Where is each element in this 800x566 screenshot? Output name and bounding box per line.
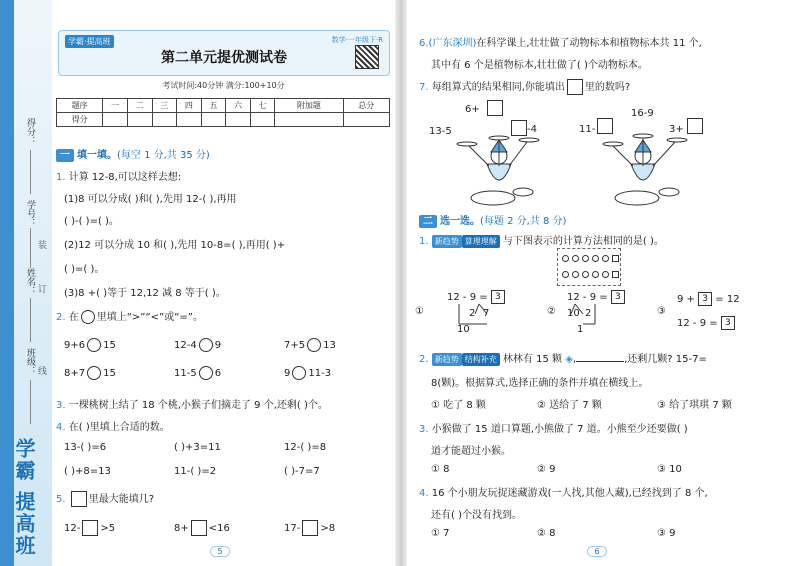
circle-counter (572, 271, 579, 278)
circle-counter (592, 271, 599, 278)
circle-counter (572, 255, 579, 262)
q6-line[interactable]: 其中有 6 个是植物标本,壮壮做了( )个动物标本。 (431, 60, 648, 71)
compare-circle-input[interactable] (87, 366, 101, 380)
title-banner (58, 30, 390, 76)
score-table-header: 七 (250, 99, 275, 113)
q5-item (284, 520, 335, 536)
candy-icon: ◈ (565, 354, 573, 365)
score-cell[interactable] (152, 113, 177, 127)
question-text: 计算 12-8,可以这样去想: (68, 172, 182, 183)
option-2-label[interactable]: ② (547, 306, 556, 317)
choice-question-1 (419, 232, 664, 248)
q7-expr: -4 (527, 124, 537, 135)
question-text: 每组算式的结果相同,你能填出 (431, 82, 565, 93)
sub-number: 10 (457, 324, 470, 335)
expr-right: >8 (320, 523, 336, 534)
square-counter (612, 255, 619, 262)
question-text: 里填上“>”“<”或“=”。 (96, 312, 203, 323)
q2-item (174, 338, 221, 352)
option-3-label[interactable]: ③ 给了琪琪 7 颗 (657, 400, 732, 411)
sub-number: 1 (577, 324, 584, 335)
question-1 (56, 168, 181, 183)
question-text[interactable]: 小猴做了 15 道口算题,小熊做了 7 道。小熊至少还要做( ) (431, 424, 688, 435)
q2-item (64, 366, 116, 380)
expr-left: 12- (64, 523, 81, 534)
question-number: 7. (419, 82, 429, 93)
score-cell[interactable] (250, 113, 275, 127)
option-3-equation (677, 316, 735, 330)
series-logo: 学霸·提高班 (65, 35, 114, 48)
expr-right: 15 (103, 368, 116, 379)
option-3-label[interactable]: ③ (657, 306, 666, 317)
expr-left: 8+ (174, 523, 189, 534)
q5-item (64, 520, 115, 536)
q2-item (64, 338, 116, 352)
question-text: ,还剩几颗? 15-7= (624, 354, 707, 365)
question-5 (56, 490, 154, 507)
score-table-header-row (57, 99, 390, 113)
compare-circle-input[interactable] (199, 338, 213, 352)
trend-badge: 新趋势 (432, 353, 462, 366)
skill-badge: 结构补充 (462, 353, 500, 366)
question-number: 4. (56, 422, 66, 433)
option-1-label[interactable]: ① 8 (431, 464, 450, 475)
score-cell[interactable] (343, 113, 389, 127)
binding-mark: 订 (38, 285, 48, 295)
answer-box-input[interactable] (302, 520, 318, 536)
question-2 (56, 308, 203, 324)
q2-item (284, 338, 336, 352)
option-3-label[interactable]: ③ 10 (657, 464, 682, 475)
section-title: 选一选。 (440, 216, 480, 227)
question-4 (56, 418, 170, 433)
expr-left: 7+5 (284, 340, 306, 351)
option-3-label[interactable]: ③ 9 (657, 528, 676, 539)
answer-circle-icon (81, 310, 95, 324)
answer-box-input[interactable] (191, 520, 207, 536)
circle-counter (602, 271, 609, 278)
s3-line: 道才能超过小猴。 (431, 446, 511, 457)
score-cell[interactable] (275, 113, 343, 127)
expr-left: 9+6 (64, 340, 86, 351)
section-one-heading (56, 146, 210, 161)
clown-juggler-group-1 (437, 100, 557, 210)
question-number: 3. (56, 400, 66, 411)
equation-text: 9 + (677, 294, 695, 305)
equation-text: 12 - 9 = (567, 292, 608, 303)
book-spine (0, 0, 52, 566)
expr-left: 9 (284, 368, 291, 379)
question-number: 6. (419, 38, 429, 49)
score-table-header: 二 (127, 99, 152, 113)
section-note: (每空 1 分,共 35 分) (117, 150, 210, 161)
score-row-label: 得分 (57, 113, 103, 127)
score-table-row (57, 113, 390, 127)
section-tag: 一 (56, 149, 74, 162)
compare-circle-input[interactable] (87, 338, 101, 352)
question-text: , (572, 354, 577, 365)
option-1-label[interactable]: ① 吃了 8 颗 (431, 400, 486, 411)
expr-right: <16 (208, 523, 230, 534)
book-gutter (395, 0, 407, 566)
expr-right: 9 (214, 340, 222, 351)
option-1-label[interactable]: ① (415, 306, 424, 317)
expr-right: >5 (100, 523, 116, 534)
exam-info: 考试时间:40分钟 满分:100+10分 (162, 81, 285, 90)
split-number: 7 (483, 308, 490, 319)
answer-box-icon (71, 491, 87, 507)
right-page (407, 0, 800, 566)
question-text: 16 个小朋友玩捉迷藏游戏(一人找,其他人藏),已经找到了 8 个, (431, 488, 708, 499)
q1-line[interactable]: ( )=( )。 (64, 264, 105, 275)
answer-box-input[interactable] (511, 120, 527, 136)
score-cell[interactable] (226, 113, 251, 127)
trend-badge: 新趋势 (432, 235, 462, 248)
q4-item[interactable]: 13-( )=6 (64, 442, 107, 453)
score-table-header: 五 (201, 99, 226, 113)
q4-item[interactable]: ( )+8=13 (64, 466, 111, 477)
expr-right: 6 (214, 368, 222, 379)
question-number: 3. (419, 424, 429, 435)
question-number: 4. (419, 488, 429, 499)
score-table (56, 98, 390, 127)
section-title: 填一填。 (77, 150, 117, 161)
expr-right: 15 (103, 340, 116, 351)
q4-item[interactable]: ( )+3=11 (174, 442, 221, 453)
s4-line[interactable]: 还有( )个没有找到。 (431, 510, 522, 521)
left-page (52, 0, 395, 566)
question-7 (419, 78, 630, 95)
question-6 (419, 34, 702, 49)
q1-line[interactable]: (2)12 可以分成 10 和( ),先用 10-8=( ),再用( )+ (64, 240, 286, 251)
q4-item[interactable]: 11-( )=2 (174, 466, 217, 477)
expr-right: 11-3 (308, 368, 332, 379)
score-table-header: 附加题 (275, 99, 343, 113)
q7-expr: 13-5 (429, 126, 452, 137)
score-table-header: 一 (103, 99, 128, 113)
equation-text: 12 - 9 = (677, 318, 718, 329)
question-text: 里最大能填几? (88, 494, 155, 505)
field-line (30, 150, 31, 194)
answer-box-input[interactable] (82, 520, 98, 536)
circle-counter (602, 255, 609, 262)
field-line (30, 228, 31, 268)
q7-expr: 16-9 (631, 108, 654, 119)
q4-item[interactable]: ( )-7=7 (284, 466, 320, 477)
answer-box: 3 (698, 292, 712, 306)
q2-item (174, 366, 221, 380)
split-number: 10 (567, 308, 580, 319)
question-number: 1. (419, 236, 429, 247)
option-2-label[interactable]: ② 8 (537, 528, 556, 539)
field-line (30, 298, 31, 342)
name-field-label: 姓名： (25, 268, 35, 295)
binding-mark: 线 (38, 367, 48, 377)
skill-badge: 算理理解 (462, 235, 500, 248)
page-number: 6 (587, 546, 607, 557)
question-text: 在( )里填上合适的数。 (68, 422, 170, 433)
q7-expr: 11- (579, 124, 596, 135)
answer-box-input[interactable] (687, 118, 703, 134)
circle-counter (562, 255, 569, 262)
circle-counter (582, 271, 589, 278)
q1-line[interactable]: (3)8 +( )等于 12,12 减 8 等于( )。 (64, 288, 226, 299)
field-line (30, 380, 31, 424)
class-field-label: 班级： (25, 348, 35, 375)
binding-mark: 装 (38, 241, 48, 251)
question-number: 2. (56, 312, 66, 323)
circle-counter (562, 271, 569, 278)
answer-box-input[interactable] (487, 100, 503, 116)
question-number: 1. (56, 172, 66, 183)
question-text: 一棵桃树上结了 18 个桃,小猴子们摘走了 9 个,还剩( )个。 (68, 400, 328, 411)
option-2-label[interactable]: ② 送给了 7 颗 (537, 400, 602, 411)
answer-box-input[interactable] (597, 118, 613, 134)
page-number: 5 (210, 546, 230, 557)
score-cell[interactable] (103, 113, 128, 127)
question-text: 在 (68, 312, 79, 323)
score-table-header: 总分 (343, 99, 389, 113)
question-text: 林林有 15 颗 (502, 354, 563, 365)
source-tag: (广东深圳) (428, 38, 477, 49)
answer-box: 3 (491, 290, 505, 304)
section-tag: 二 (419, 215, 437, 228)
square-counter (612, 271, 619, 278)
question-number: 2. (419, 354, 429, 365)
q1-line[interactable]: (1)8 可以分成( )和( ),先用 12-( ),再用 (64, 194, 237, 205)
score-table-header: 三 (152, 99, 177, 113)
question-3[interactable] (56, 396, 328, 411)
qr-code (355, 45, 379, 69)
option-3-equation (677, 292, 740, 306)
expr-left: 8+7 (64, 368, 86, 379)
q7-expr: 6+ (465, 104, 480, 115)
score-cell[interactable] (177, 113, 202, 127)
answer-box-icon (567, 79, 583, 95)
score-field-label: 得分： (25, 118, 35, 145)
q1-line[interactable]: ( )-( )=( )。 (64, 216, 119, 227)
compare-circle-input[interactable] (199, 366, 213, 380)
question-number: 5. (56, 494, 66, 505)
expr-left: 17- (284, 523, 301, 534)
clown-illustration (437, 100, 557, 210)
section-note: (每题 2 分,共 8 分) (480, 216, 567, 227)
question-text: 与下图表示的计算方法相同的是( )。 (502, 236, 664, 247)
split-number: 2 (585, 308, 592, 319)
s2-line: 8(颗)。根据算式,选择正确的条件并填在横线上。 (431, 378, 649, 389)
counter-dots-figure (557, 248, 621, 286)
choice-question-3 (419, 420, 688, 435)
answer-blank-input[interactable] (576, 352, 624, 362)
question-text: 里的数吗? (584, 82, 631, 93)
circle-counter (582, 255, 589, 262)
compare-circle-input[interactable] (307, 338, 321, 352)
student-id-field-label: 学号： (25, 200, 35, 227)
equation-text: = 12 (715, 294, 740, 305)
section-two-heading (419, 212, 566, 227)
choice-question-4 (419, 484, 708, 499)
question-text: 在科学课上,壮壮做了动物标本和植物标本共 11 个, (476, 38, 702, 49)
expr-left: 12-4 (174, 340, 197, 351)
choice-question-2 (419, 350, 707, 366)
answer-box: 3 (611, 290, 625, 304)
q7-expr: 3+ (669, 124, 684, 135)
option-2-label[interactable]: ② 9 (537, 464, 556, 475)
score-table-header: 题序 (57, 99, 103, 113)
answer-box: 3 (721, 316, 735, 330)
circle-counter (592, 255, 599, 262)
page-title: 第二单元提优测试卷 (161, 50, 287, 66)
q2-item (284, 366, 331, 380)
score-cell[interactable] (201, 113, 226, 127)
q5-item (174, 520, 230, 536)
brand-logo: 学霸 提高班 (12, 438, 36, 557)
score-table-header: 六 (226, 99, 251, 113)
option-1-label[interactable]: ① 7 (431, 528, 450, 539)
expr-left: 11-5 (174, 368, 197, 379)
q4-item[interactable]: 12-( )=8 (284, 442, 327, 453)
equation-text: 12 - 9 = (447, 292, 488, 303)
compare-circle-input[interactable] (292, 366, 306, 380)
expr-right: 13 (323, 340, 336, 351)
score-table-header: 四 (177, 99, 202, 113)
score-cell[interactable] (127, 113, 152, 127)
grade-label: 数学·一年级下·R (331, 36, 383, 44)
split-number: 2 (469, 308, 476, 319)
